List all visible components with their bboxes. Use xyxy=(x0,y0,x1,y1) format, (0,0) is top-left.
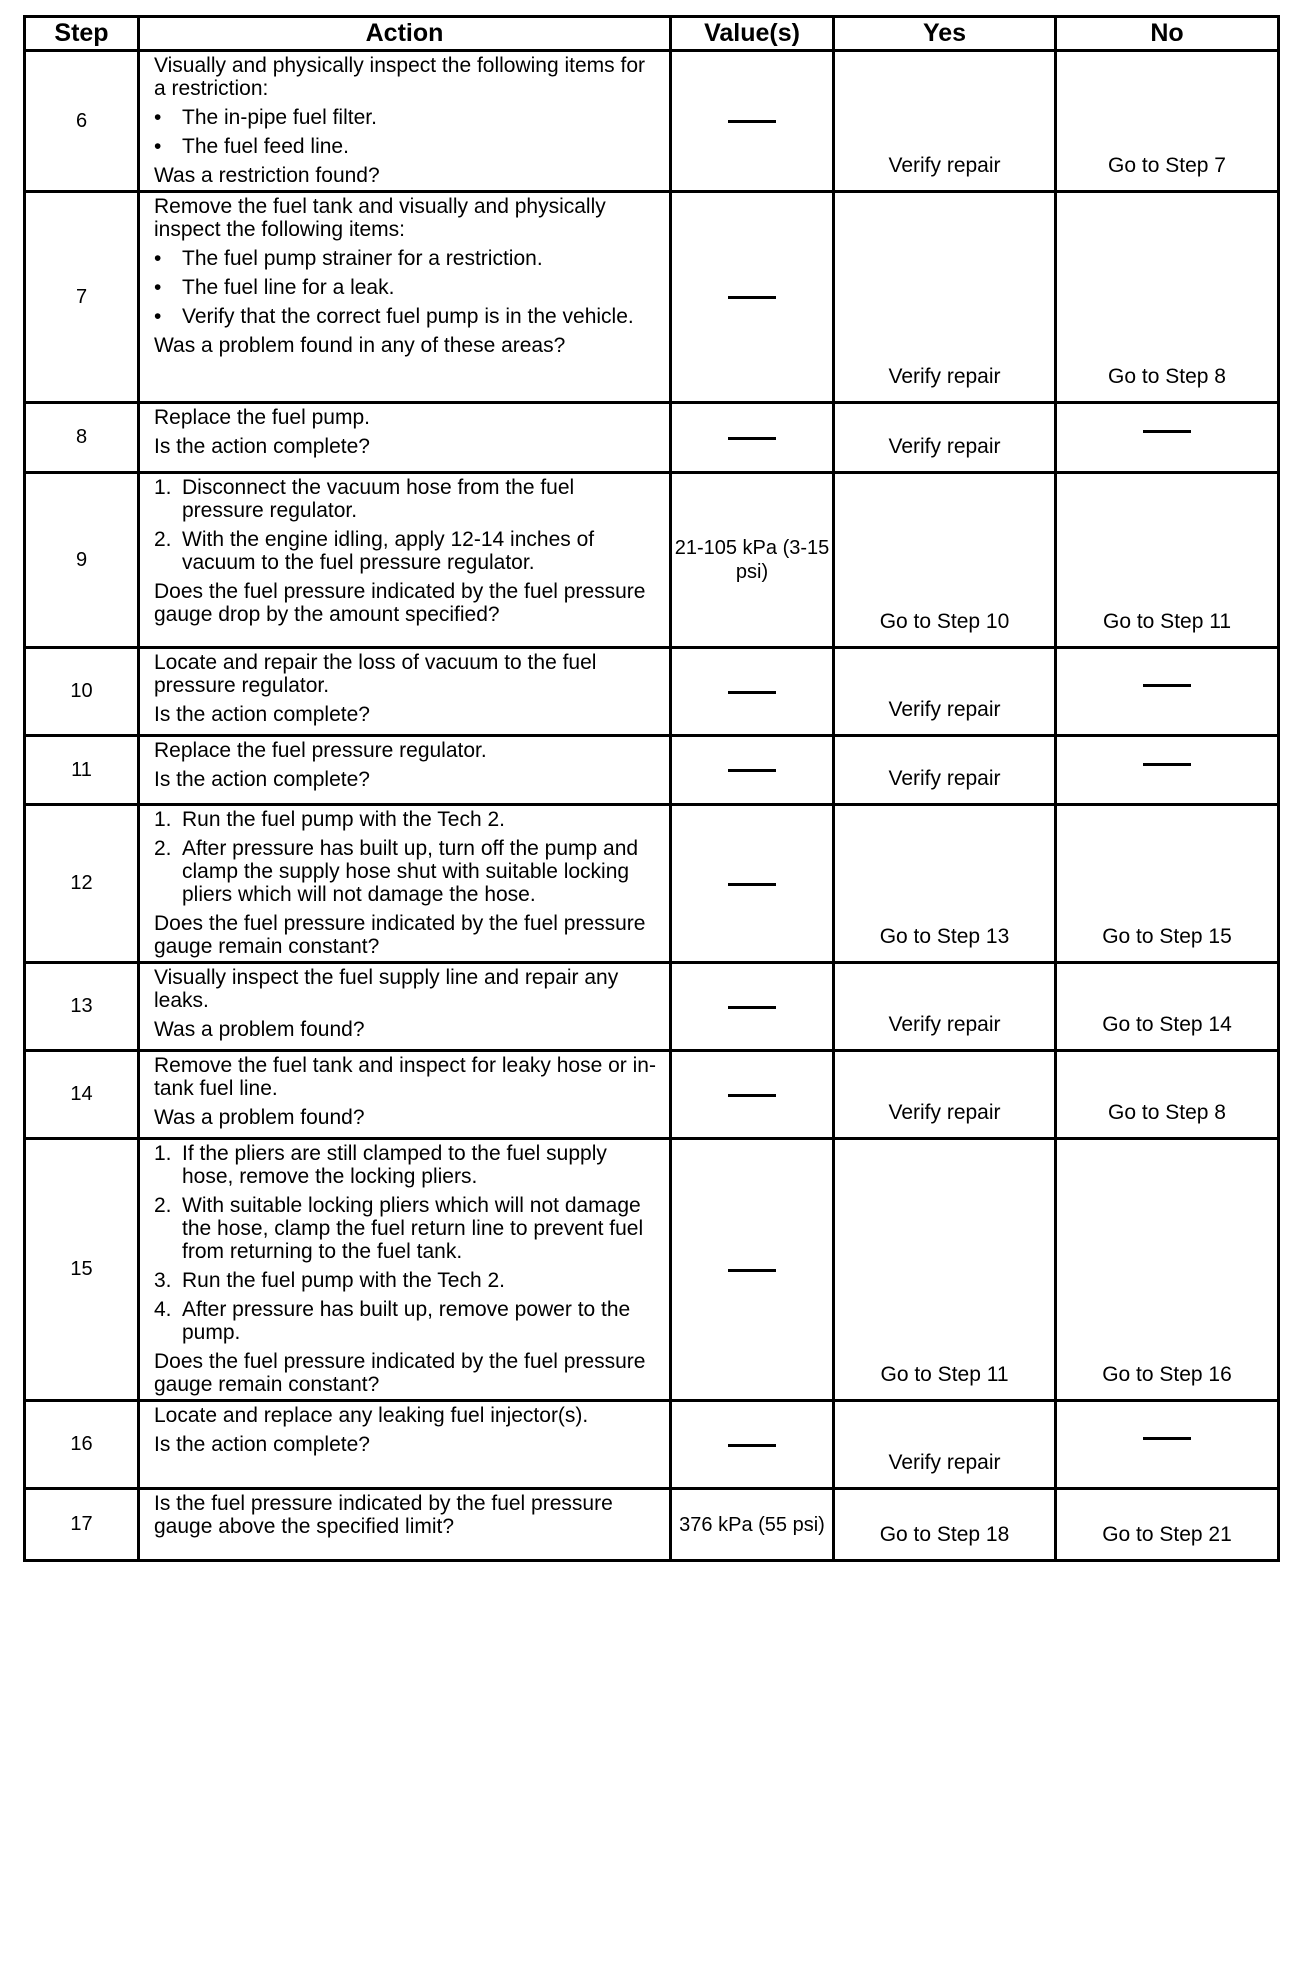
action-list-item xyxy=(154,837,659,906)
not-applicable-dash xyxy=(728,691,776,694)
action-paragraph: Replace the fuel pressure regulator. xyxy=(154,739,487,762)
step-number: 12 xyxy=(25,805,139,963)
action-paragraph: Is the action complete? xyxy=(154,435,370,458)
list-item-text: Disconnect the vacuum hose from the fuel pressure regulator. xyxy=(182,476,575,522)
table-row xyxy=(25,963,1279,1051)
action-paragraph: Is the action complete? xyxy=(154,768,370,791)
yes-outcome: Verify repair xyxy=(834,51,1056,192)
action-list-item xyxy=(154,1194,659,1263)
table-row xyxy=(25,648,1279,736)
not-applicable-dash xyxy=(1143,430,1191,433)
header-no: No xyxy=(1056,17,1279,51)
no-outcome xyxy=(1056,403,1279,473)
action-cell xyxy=(139,192,671,403)
step-number: 17 xyxy=(25,1489,139,1561)
value-cell: 21-105 kPa (3-15 psi) xyxy=(671,473,834,648)
action-cell xyxy=(139,1051,671,1139)
action-paragraph: Visually inspect the fuel supply line and repair any leaks. xyxy=(154,966,619,1012)
no-outcome: Go to Step 7 xyxy=(1056,51,1279,192)
action-cell xyxy=(139,1489,671,1561)
list-item-text: With suitable locking pliers which will not damage the hose, clamp the fuel return line to prevent fuel from returning to the fuel tank. xyxy=(182,1194,644,1263)
diagnostic-table xyxy=(23,15,1280,1562)
value-cell xyxy=(671,736,834,805)
no-outcome: Go to Step 15 xyxy=(1056,805,1279,963)
yes-outcome: Go to Step 13 xyxy=(834,805,1056,963)
list-item-text: The fuel feed line. xyxy=(182,135,349,158)
action-paragraph: Is the action complete? xyxy=(154,703,370,726)
yes-outcome: Verify repair xyxy=(834,648,1056,736)
action-cell xyxy=(139,473,671,648)
yes-outcome: Go to Step 11 xyxy=(834,1139,1056,1401)
step-number: 9 xyxy=(25,473,139,648)
step-number: 14 xyxy=(25,1051,139,1139)
value-cell xyxy=(671,192,834,403)
no-outcome xyxy=(1056,736,1279,805)
table-row xyxy=(25,1401,1279,1489)
yes-outcome: Verify repair xyxy=(834,192,1056,403)
list-marker: 2. xyxy=(154,528,172,551)
list-item-text: If the pliers are still clamped to the fuel supply hose, remove the locking pliers. xyxy=(182,1142,607,1188)
list-marker: 1. xyxy=(154,1142,172,1165)
no-outcome xyxy=(1056,1401,1279,1489)
value-cell: 376 kPa (55 psi) xyxy=(671,1489,834,1561)
yes-outcome: Verify repair xyxy=(834,1401,1056,1489)
not-applicable-dash xyxy=(728,769,776,772)
header-step: Step xyxy=(25,17,139,51)
no-outcome: Go to Step 21 xyxy=(1056,1489,1279,1561)
not-applicable-dash xyxy=(728,1269,776,1272)
list-marker: • xyxy=(154,106,162,129)
action-list-item xyxy=(154,106,659,129)
action-cell xyxy=(139,648,671,736)
action-cell xyxy=(139,736,671,805)
action-paragraph: Replace the fuel pump. xyxy=(154,406,370,429)
action-cell xyxy=(139,805,671,963)
list-item-text: With the engine idling, apply 12-14 inches of vacuum to the fuel pressure regulator. xyxy=(182,528,595,574)
not-applicable-dash xyxy=(728,1094,776,1097)
action-list-item xyxy=(154,1269,659,1292)
list-marker: • xyxy=(154,247,162,270)
value-cell xyxy=(671,1051,834,1139)
list-marker: 1. xyxy=(154,476,172,499)
not-applicable-dash xyxy=(1143,1437,1191,1440)
action-paragraph: Is the action complete? xyxy=(154,1433,370,1456)
no-outcome: Go to Step 11 xyxy=(1056,473,1279,648)
list-marker: 2. xyxy=(154,1194,172,1217)
list-item-text: Run the fuel pump with the Tech 2. xyxy=(182,1269,505,1292)
list-marker: 4. xyxy=(154,1298,172,1321)
action-paragraph: Is the fuel pressure indicated by the fuel pressure gauge above the specified limit? xyxy=(154,1492,613,1538)
yes-outcome: Verify repair xyxy=(834,963,1056,1051)
action-paragraph: Locate and replace any leaking fuel injector(s). xyxy=(154,1404,589,1427)
action-list-item xyxy=(154,476,659,522)
step-number: 11 xyxy=(25,736,139,805)
value-cell xyxy=(671,805,834,963)
header-action: Action xyxy=(139,17,671,51)
list-marker: 1. xyxy=(154,808,172,831)
action-paragraph: Does the fuel pressure indicated by the fuel pressure gauge remain constant? xyxy=(154,912,646,958)
value-cell xyxy=(671,51,834,192)
list-marker: 2. xyxy=(154,837,172,860)
table-row xyxy=(25,51,1279,192)
not-applicable-dash xyxy=(728,1444,776,1447)
value-cell xyxy=(671,963,834,1051)
list-item-text: After pressure has built up, remove power to the pump. xyxy=(182,1298,631,1344)
action-list-item xyxy=(154,808,659,831)
step-number: 16 xyxy=(25,1401,139,1489)
table-row xyxy=(25,805,1279,963)
action-list-item xyxy=(154,1142,659,1188)
action-paragraph: Remove the fuel tank and inspect for leaky hose or in-tank fuel line. xyxy=(154,1054,656,1100)
header-values: Value(s) xyxy=(671,17,834,51)
table-row xyxy=(25,1139,1279,1401)
not-applicable-dash xyxy=(728,1006,776,1009)
value-cell xyxy=(671,403,834,473)
list-marker: • xyxy=(154,276,162,299)
action-list-item xyxy=(154,305,659,328)
action-list-item xyxy=(154,135,659,158)
yes-outcome: Go to Step 18 xyxy=(834,1489,1056,1561)
table-row xyxy=(25,1051,1279,1139)
list-item-text: After pressure has built up, turn off the pump and clamp the supply hose shut with suitable locking pliers which will not damage the hose. xyxy=(182,837,639,906)
action-paragraph: Was a problem found? xyxy=(154,1106,365,1129)
list-item-text: The in-pipe fuel filter. xyxy=(182,106,377,129)
list-item-text: The fuel line for a leak. xyxy=(182,276,395,299)
yes-outcome: Go to Step 10 xyxy=(834,473,1056,648)
action-paragraph: Was a problem found? xyxy=(154,1018,365,1041)
action-paragraph: Was a restriction found? xyxy=(154,164,380,187)
table-row xyxy=(25,473,1279,648)
no-outcome: Go to Step 8 xyxy=(1056,192,1279,403)
not-applicable-dash xyxy=(728,296,776,299)
action-list-item xyxy=(154,528,659,574)
list-marker: • xyxy=(154,305,162,328)
action-list-item xyxy=(154,1298,659,1344)
action-cell xyxy=(139,403,671,473)
yes-outcome: Verify repair xyxy=(834,403,1056,473)
header-yes: Yes xyxy=(834,17,1056,51)
list-item-text: Verify that the correct fuel pump is in the vehicle. xyxy=(182,305,634,328)
not-applicable-dash xyxy=(728,120,776,123)
action-paragraph: Locate and repair the loss of vacuum to the fuel pressure regulator. xyxy=(154,651,597,697)
step-number: 7 xyxy=(25,192,139,403)
not-applicable-dash xyxy=(1143,684,1191,687)
yes-outcome: Verify repair xyxy=(834,736,1056,805)
list-item-text: The fuel pump strainer for a restriction. xyxy=(182,247,543,270)
table-header-row xyxy=(25,17,1279,51)
table-row xyxy=(25,403,1279,473)
table-body xyxy=(25,51,1279,1561)
table-row xyxy=(25,1489,1279,1561)
step-number: 6 xyxy=(25,51,139,192)
action-paragraph: Does the fuel pressure indicated by the fuel pressure gauge remain constant? xyxy=(154,1350,646,1396)
no-outcome: Go to Step 14 xyxy=(1056,963,1279,1051)
step-number: 13 xyxy=(25,963,139,1051)
action-cell xyxy=(139,51,671,192)
step-number: 10 xyxy=(25,648,139,736)
action-list-item xyxy=(154,247,659,270)
list-item-text: Run the fuel pump with the Tech 2. xyxy=(182,808,505,831)
action-paragraph: Remove the fuel tank and visually and physically inspect the following items: xyxy=(154,195,606,241)
value-cell xyxy=(671,1139,834,1401)
not-applicable-dash xyxy=(1143,763,1191,766)
no-outcome xyxy=(1056,648,1279,736)
value-cell xyxy=(671,648,834,736)
yes-outcome: Verify repair xyxy=(834,1051,1056,1139)
list-marker: 3. xyxy=(154,1269,172,1292)
not-applicable-dash xyxy=(728,883,776,886)
not-applicable-dash xyxy=(728,437,776,440)
step-number: 8 xyxy=(25,403,139,473)
list-marker: • xyxy=(154,135,162,158)
table-row xyxy=(25,736,1279,805)
value-cell xyxy=(671,1401,834,1489)
action-paragraph: Was a problem found in any of these areas? xyxy=(154,334,566,357)
action-cell xyxy=(139,963,671,1051)
action-paragraph: Does the fuel pressure indicated by the fuel pressure gauge drop by the amount specified? xyxy=(154,580,646,626)
action-cell xyxy=(139,1139,671,1401)
action-cell xyxy=(139,1401,671,1489)
no-outcome: Go to Step 8 xyxy=(1056,1051,1279,1139)
no-outcome: Go to Step 16 xyxy=(1056,1139,1279,1401)
action-list-item xyxy=(154,276,659,299)
table-row xyxy=(25,192,1279,403)
step-number: 15 xyxy=(25,1139,139,1401)
action-paragraph: Visually and physically inspect the following items for a restriction: xyxy=(154,54,646,100)
